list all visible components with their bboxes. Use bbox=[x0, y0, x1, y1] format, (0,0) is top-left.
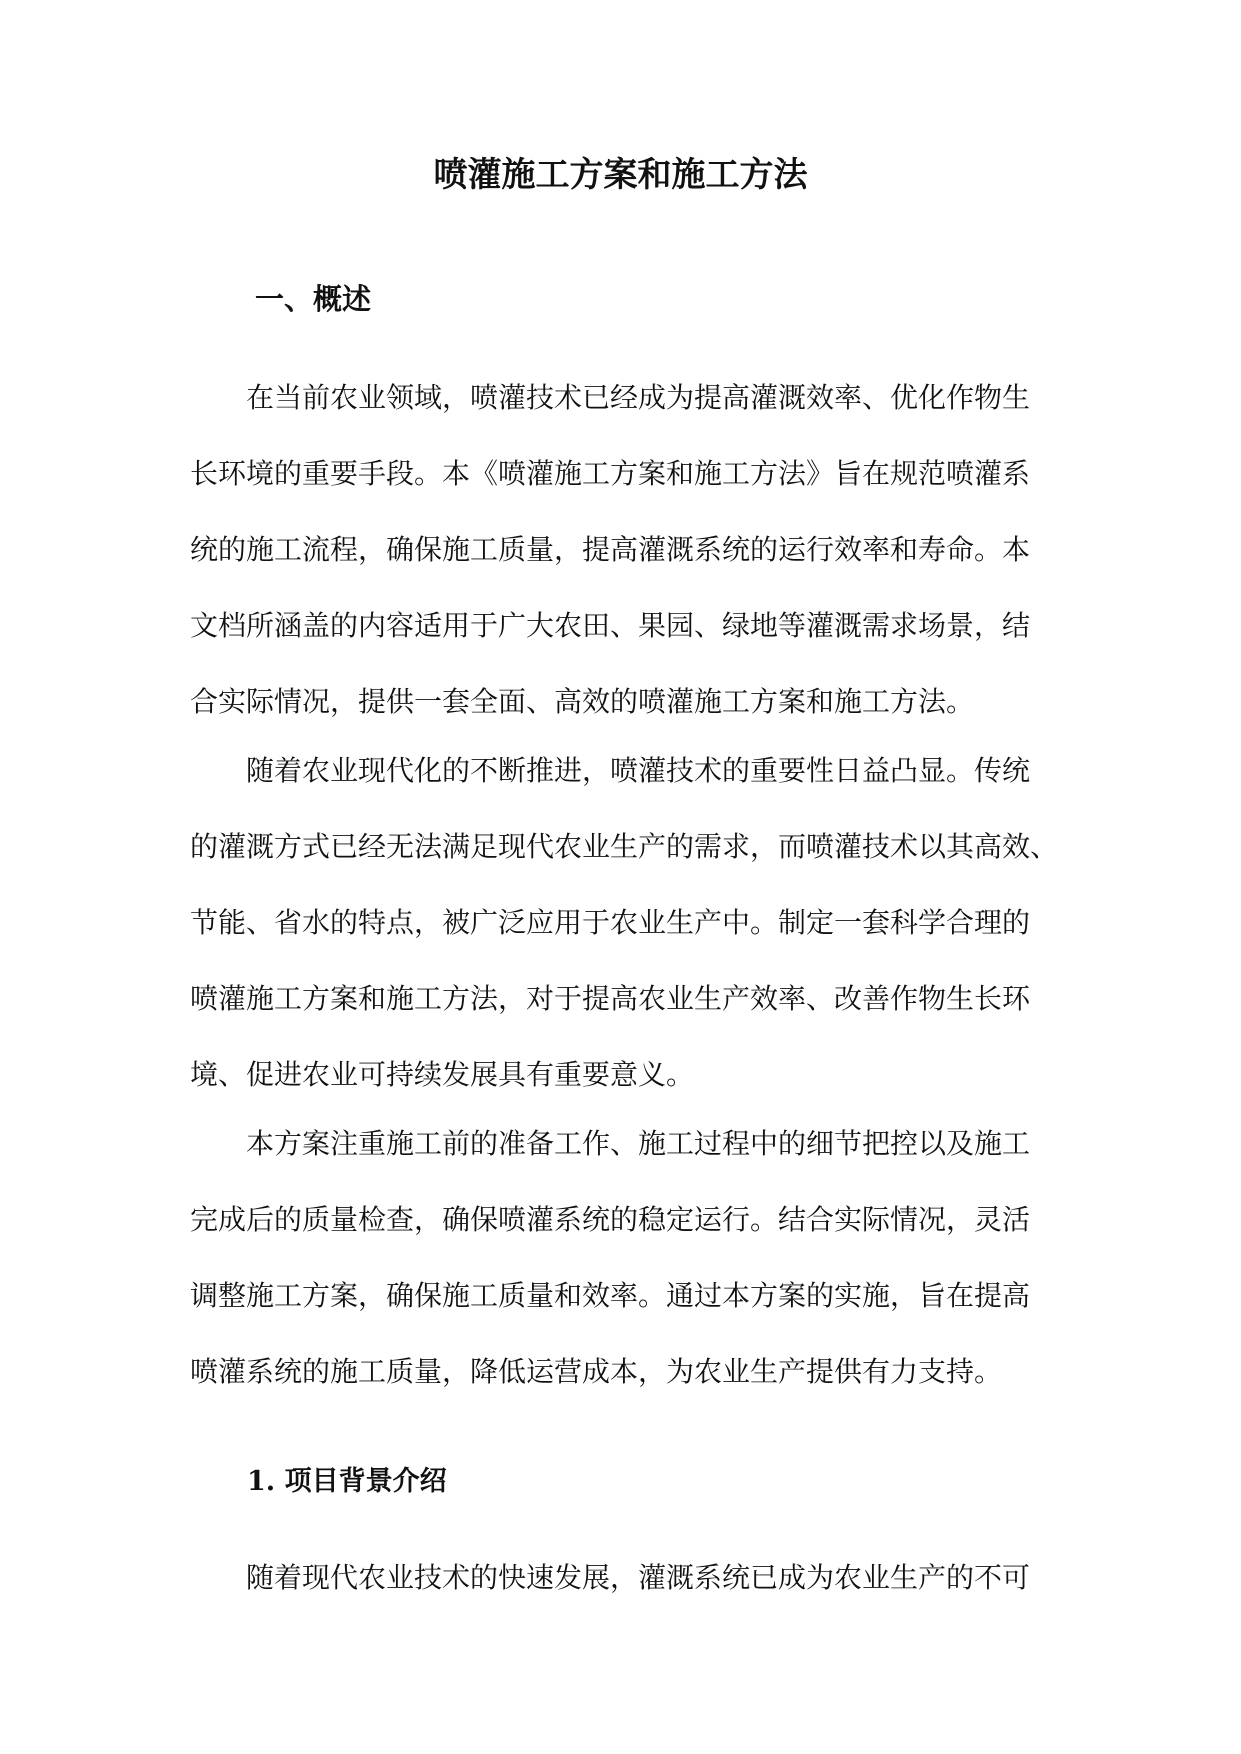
paragraph-line: 本方案注重施工前的准备工作、施工过程中的细节把控以及施工 bbox=[246, 1127, 1031, 1160]
paragraph-line: 合实际情况，提供一套全面、高效的喷灌施工方案和施工方法。 bbox=[190, 685, 975, 718]
paragraph-line: 文档所涵盖的内容适用于广大农田、果园、绿地等灌溉需求场景，结 bbox=[190, 609, 1031, 642]
paragraph-line: 统的施工流程，确保施工质量，提高灌溉系统的运行效率和寿命。本 bbox=[190, 533, 1031, 566]
paragraph-line: 完成后的质量检查，确保喷灌系统的稳定运行。结合实际情况，灵活 bbox=[190, 1203, 1031, 1236]
paragraph-line: 节能、省水的特点，被广泛应用于农业生产中。制定一套科学合理的 bbox=[190, 906, 1031, 939]
paragraph-line: 境、促进农业可持续发展具有重要意义。 bbox=[190, 1058, 695, 1091]
paragraph-overview-3 bbox=[190, 1106, 1050, 1410]
paragraph-overview-1 bbox=[190, 360, 1050, 740]
section-heading-project-background: 1. 项目背景介绍 bbox=[247, 1466, 447, 1497]
document-title: 喷灌施工方案和施工方法 bbox=[433, 155, 808, 195]
paragraph-line: 在当前农业领域，喷灌技术已经成为提高灌溉效率、优化作物生 bbox=[246, 381, 1031, 414]
paragraph-overview-2 bbox=[190, 733, 1059, 1113]
paragraph-line: 随着农业现代化的不断推进，喷灌技术的重要性日益凸显。传统 bbox=[246, 754, 1031, 787]
paragraph-line: 随着现代农业技术的快速发展，灌溉系统已成为农业生产的不可 bbox=[246, 1561, 1031, 1594]
paragraph-line: 喷灌施工方案和施工方法，对于提高农业生产效率、改善作物生长环 bbox=[190, 982, 1031, 1015]
paragraph-line: 调整施工方案，确保施工质量和效率。通过本方案的实施，旨在提高 bbox=[190, 1279, 1031, 1312]
paragraph-line: 的灌溉方式已经无法满足现代农业生产的需求，而喷灌技术以其高效、 bbox=[190, 830, 1059, 863]
paragraph-line: 喷灌系统的施工质量，降低运营成本，为农业生产提供有力支持。 bbox=[190, 1355, 1003, 1388]
paragraph-project-background-1 bbox=[190, 1540, 1050, 1616]
section-heading-overview: 一、概述 bbox=[255, 282, 372, 316]
paragraph-line: 长环境的重要手段。本《喷灌施工方案和施工方法》旨在规范喷灌系 bbox=[190, 457, 1031, 490]
